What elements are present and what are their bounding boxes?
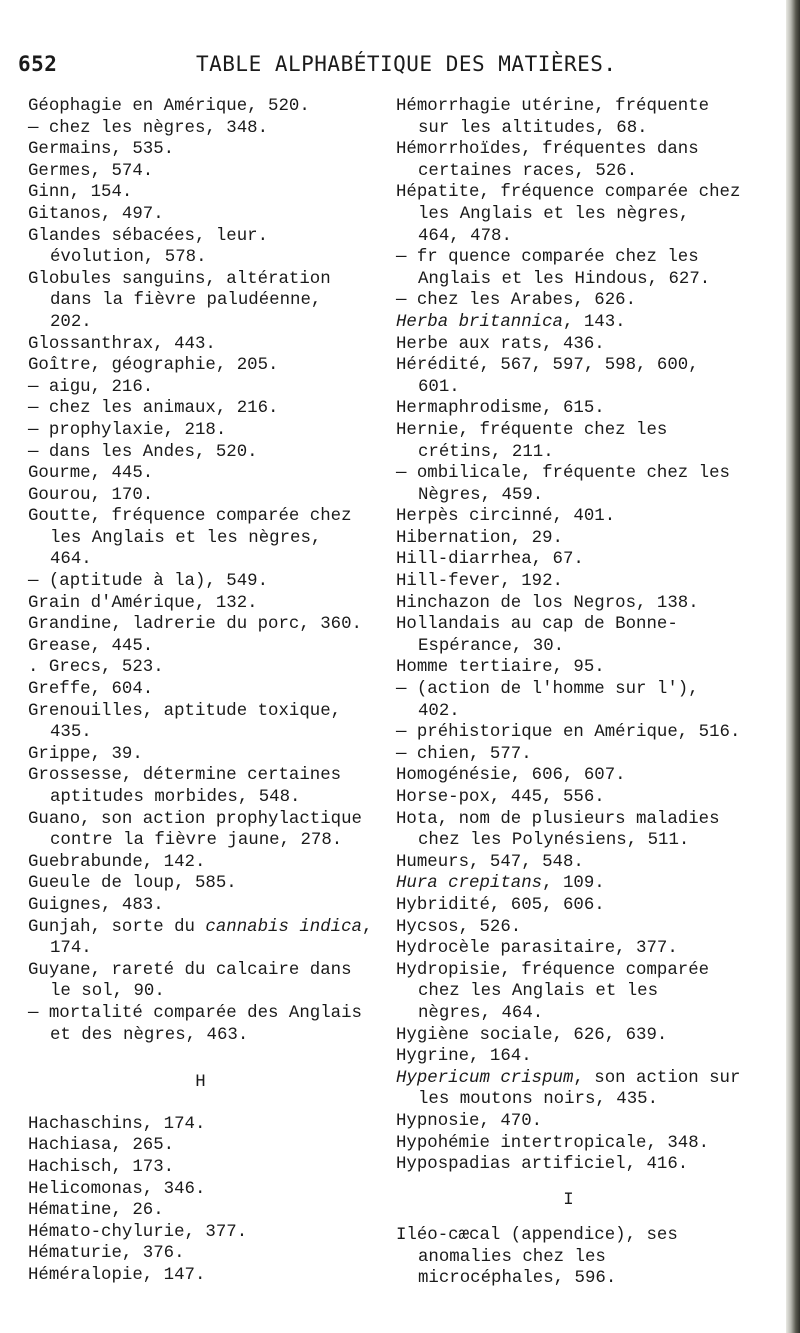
- index-entry: Hygrine, 164.: [396, 1047, 532, 1067]
- index-entry: — aigu, 216.: [28, 377, 154, 397]
- index-entry: Hachiasa, 265.: [28, 1136, 175, 1156]
- left-entries-g-end: [28, 960, 373, 1046]
- index-entry: Hinchazon de los Negros, 138.: [396, 593, 699, 613]
- left-column: [28, 96, 373, 1286]
- page-number: 652: [18, 52, 58, 76]
- index-entry: — (action de l'homme sur l'), 402.: [396, 680, 699, 721]
- index-entry: — préhistorique en Amérique, 516.: [396, 723, 741, 743]
- index-entry: Hérédité, 567, 597, 598, 600, 601.: [396, 356, 699, 397]
- index-entry-hura: Hura crepitans, 109.: [396, 874, 605, 894]
- index-entry: — fr quence comparée chez les Anglais et les Hindous, 627.: [396, 248, 711, 289]
- index-entry: — chez les animaux, 216.: [28, 399, 279, 419]
- index-entry: — dans les Andes, 520.: [28, 442, 258, 462]
- index-entry: Grossesse, détermine certaines aptitudes morbides, 548.: [28, 766, 342, 807]
- index-entry: Gueule de loup, 585.: [28, 874, 237, 894]
- index-entry: Greffe, 604.: [28, 680, 154, 700]
- section-letter-i: I: [563, 1190, 574, 1210]
- index-entry: Hypnosie, 470.: [396, 1111, 543, 1131]
- index-entry: Guignes, 483.: [28, 895, 164, 915]
- index-entry: Hypohémie intertropicale, 348.: [396, 1133, 710, 1153]
- index-entry: Goutte, fréquence comparée chez les Anglais et les nègres, 464.: [28, 507, 352, 570]
- index-entry: Guebrabunde, 142.: [28, 852, 206, 872]
- index-entry: Hydrocèle parasitaire, 377.: [396, 939, 678, 959]
- right-entries-i: [396, 1225, 741, 1290]
- index-entry: Hernie, fréquente chez les crétins, 211.: [396, 420, 668, 462]
- index-entry: Gitanos, 497.: [28, 204, 164, 224]
- index-entry-gunjah: Gunjah, sorte du cannabis indica, 174.: [28, 917, 373, 959]
- index-entry: — chien, 577.: [396, 744, 532, 764]
- index-entry: — mortalité comparée des Anglais et des nègres, 463.: [28, 1003, 362, 1045]
- index-entry: Hachisch, 173.: [28, 1157, 175, 1177]
- right-entries-b: [396, 334, 741, 874]
- index-entry: Ginn, 154.: [28, 183, 133, 203]
- index-entry: Grain d'Amérique, 132.: [28, 593, 258, 613]
- index-entry: — chez les Arabes, 626.: [396, 291, 637, 311]
- index-entry: Hydropisie, fréquence comparée chez les Anglais et les nègres, 464.: [396, 960, 710, 1023]
- index-entry: — prophylaxie, 218.: [28, 420, 227, 440]
- left-entries-h: [28, 1114, 373, 1287]
- index-entry: Hibernation, 29.: [396, 528, 563, 548]
- index-entry: Hématine, 26.: [28, 1201, 164, 1221]
- index-entry: Herbe aux rats, 436.: [396, 334, 605, 354]
- index-entry: Grease, 445.: [28, 636, 154, 656]
- index-entry: Gourme, 445.: [28, 464, 154, 484]
- index-entry: Horse-pox, 445, 556.: [396, 788, 605, 807]
- index-entry: . Grecs, 523.: [28, 658, 164, 678]
- section-letter-h: H: [195, 1073, 206, 1093]
- right-entries-d: [396, 1111, 741, 1176]
- right-entries-c: [396, 895, 741, 1068]
- index-entry: Hota, nom de plusieurs maladies chez les Polynésiens, 511.: [396, 809, 720, 851]
- index-entry: Glossanthrax, 443.: [28, 334, 216, 354]
- index-entry: Hycsos, 526.: [396, 917, 522, 937]
- index-entry: Hybridité, 605, 606.: [396, 895, 605, 915]
- index-entry: Guyane, rareté du calcaire dans le sol, 90.: [28, 960, 352, 1002]
- index-entry: — chez les nègres, 348.: [28, 118, 269, 138]
- index-entry: Hollandais au cap de Bonne-Espérance, 30.: [396, 615, 678, 656]
- index-entry: Héméralopie, 147.: [28, 1265, 206, 1285]
- index-entry: Hygiène sociale, 626, 639.: [396, 1025, 668, 1045]
- index-entry: Germains, 535.: [28, 140, 175, 160]
- index-entry: Homogénésie, 606, 607.: [396, 766, 626, 786]
- page-edge-shadow: [786, 0, 800, 1333]
- index-entry: Hill-fever, 192.: [396, 572, 563, 592]
- index-entry: Hémato-chylurie, 377.: [28, 1222, 248, 1242]
- index-entry: Helicomonas, 346.: [28, 1179, 206, 1199]
- index-entry: Globules sanguins, altération dans la fièvre paludéenne, 202.: [28, 269, 331, 332]
- left-entries-g: [28, 96, 373, 917]
- index-entry: Gourou, 170.: [28, 485, 154, 505]
- index-entry: Goître, géographie, 205.: [28, 356, 279, 376]
- index-entry: Homme tertiaire, 95.: [396, 658, 605, 678]
- index-entry: Grippe, 39.: [28, 744, 143, 764]
- index-entry: Hermaphrodisme, 615.: [396, 399, 605, 419]
- right-column: [396, 96, 741, 1290]
- index-entry: Hémorrhoïdes, fréquentes dans certaines races, 526.: [396, 140, 699, 181]
- index-entry: Guano, son action prophylactique contre la fièvre jaune, 278.: [28, 809, 362, 851]
- index-entry: Grandine, ladrerie du porc, 360.: [28, 615, 362, 635]
- right-entries-a: [396, 96, 741, 312]
- index-entry: Hypospadias artificiel, 416.: [396, 1155, 689, 1175]
- page-header: [18, 52, 758, 82]
- index-entry: Hématurie, 376.: [28, 1244, 185, 1264]
- index-entry: Grenouilles, aptitude toxique, 435.: [28, 701, 342, 743]
- index-entry: Glandes sébacées, leur. évolution, 578.: [28, 226, 269, 268]
- index-entry: Humeurs, 547, 548.: [396, 852, 584, 872]
- index-entry: Hachaschins, 174.: [28, 1114, 206, 1134]
- index-entry: — ombilicale, fréquente chez les Nègres, 459.: [396, 464, 730, 505]
- index-entry: Iléo-cæcal (appendice), ses anomalies chez les microcéphales, 596.: [396, 1226, 678, 1289]
- index-entry: Herpès circinné, 401.: [396, 507, 616, 527]
- index-entry: Germes, 574.: [28, 161, 154, 181]
- index-entry: Hill-diarrhea, 67.: [396, 550, 584, 570]
- index-entry-herba: Herba britannica, 143.: [396, 312, 626, 332]
- running-title: TABLE ALPHABÉTIQUE DES MATIÈRES.: [196, 52, 617, 76]
- index-entry: Géophagie en Amérique, 520.: [28, 97, 310, 116]
- index-entry-hypericum: Hypericum crispum, son action sur les moutons noirs, 435.: [396, 1068, 741, 1110]
- index-entry: — (aptitude à la), 549.: [28, 572, 269, 592]
- index-entry: Hépatite, fréquence comparée chez les Anglais et les nègres, 464, 478.: [396, 183, 741, 246]
- index-entry: Hémorrhagie utérine, fréquente sur les altitudes, 68.: [396, 97, 710, 138]
